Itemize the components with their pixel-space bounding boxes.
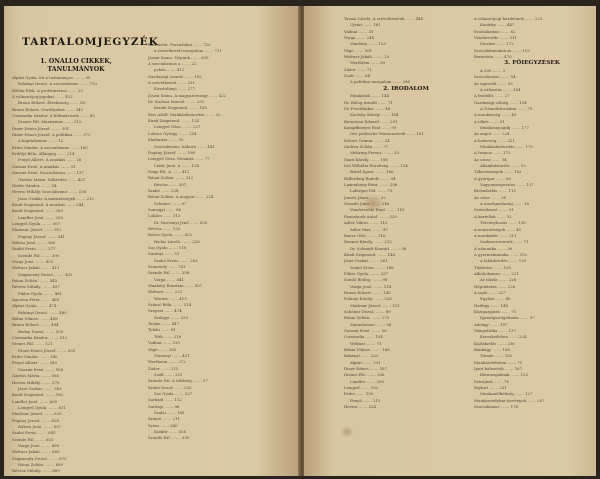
- toc-entry: Vagyonmegosztás ....... 137: [480, 182, 534, 188]
- toc-entry: Garami Ernő. Szocializmus ....... 137: [12, 170, 84, 176]
- toc-entry: Szociáldemokrácia ....... 119: [474, 47, 530, 53]
- toc-entry: Dr. Balog Arnold ....... 71: [344, 99, 393, 105]
- toc-entry: Szepesi ....... 474: [148, 308, 182, 314]
- toc-entry: Sas Gyula ....... 527: [154, 390, 193, 396]
- right-page: [304, 6, 596, 476]
- toc-entry: Csizmadia Sándor. A földművesek ....... 85: [12, 113, 95, 119]
- toc-entry: Diner-Dénes József. ....... 530: [18, 347, 76, 353]
- toc-entry: Az egyesült ....... 53: [474, 80, 513, 86]
- toc-entry: Surányi ....... 96: [148, 403, 180, 409]
- toc-entry: Rónai Zoltán. ....... 270: [344, 315, 390, 321]
- toc-entry: Szende Pál. ....... 651: [12, 436, 54, 442]
- toc-entry: Diner-Dénes ....... 187: [344, 366, 388, 372]
- toc-entry: Renner Károly. ....... 212: [344, 239, 392, 245]
- toc-entry: Jászai Samu. Népünk ....... 630: [148, 54, 209, 60]
- stain: [362, 194, 384, 212]
- toc-list: [474, 68, 590, 411]
- toc-entry: Munkásnyugdíj ....... 177: [480, 125, 529, 130]
- toc-entry: Mehring Ferenc. ....... 33: [350, 150, 400, 156]
- toc-entry: Braun Róbert. Osztályokra ....... 141: [12, 106, 84, 112]
- toc-entry: Révész ....... 120: [148, 225, 181, 231]
- toc-entry: Madzsar József. ....... 151: [350, 302, 400, 308]
- toc-entry: Erdei Sándor. A szocializmus ....... 160: [12, 144, 88, 150]
- toc-entry: Guesde Jules. ....... 248: [344, 201, 390, 207]
- toc-entry: Fenyő Albert. A munkás ....... 26: [18, 157, 82, 163]
- toc-entry: Sarkadi ....... 112: [148, 397, 182, 403]
- toc-entry: Sas Gyula ....... 118: [148, 245, 187, 250]
- toc-entry: Fenyő Albert. ....... 549: [12, 360, 58, 366]
- toc-entry: Tőkeviszonyok ....... 163: [474, 169, 522, 175]
- toc-entry: Szövetkezet ....... 91: [474, 207, 514, 213]
- toc-entry: Bokányi Dezső. ....... 480: [18, 309, 67, 315]
- toc-entry: Pannekoek Antal. ....... 220: [344, 213, 397, 219]
- toc-entry: Munkások ....... 144: [350, 93, 389, 99]
- toc-entry: Gárdos Mária. ....... 566: [12, 373, 59, 379]
- toc-entry: Kunfi Zsigmond. ....... 124: [148, 118, 199, 124]
- toc-entry: Adler Max. ....... 47: [350, 226, 388, 232]
- column-2: [148, 42, 288, 476]
- toc-entry: Ujvári ....... 161: [350, 22, 381, 28]
- left-page: [4, 6, 300, 476]
- toc-entry: A sajtó ....... 227: [474, 289, 507, 295]
- toc-entry: Lukács ....... 512: [148, 213, 181, 219]
- toc-entry: Adler Viktor. ....... 112: [344, 220, 388, 226]
- toc-entry: Rudas László. ....... 228: [154, 238, 200, 244]
- toc-entry: Weltner Jakab. ....... 25: [344, 54, 390, 60]
- toc-entry: Kunfi Zsigmond. ....... 144: [344, 251, 395, 257]
- toc-entry: Varga Jenő. ....... 402: [12, 258, 54, 264]
- column-1: [12, 58, 140, 476]
- toc-entry: Szabó Dezső ....... 250: [148, 384, 192, 390]
- toc-entry: Szabó Ervin. ....... 377: [12, 246, 56, 252]
- toc-entry: Madarász ....... 95: [148, 137, 184, 143]
- toc-list: [344, 16, 468, 86]
- toc-entry: Vámbéry ....... 125: [350, 41, 386, 47]
- toc-entry: Gödör Sándor. ....... 54: [12, 182, 57, 188]
- toc-entry: A választás ....... 184: [480, 86, 521, 92]
- toc-entry: Braun Róbert. ....... 145: [344, 289, 391, 295]
- toc-entry: Vámpolitika ....... 137: [474, 328, 516, 333]
- toc-entry: Robert Grimm. ....... 24: [344, 137, 390, 143]
- toc-entry: Szende Pál. ....... 530: [148, 435, 190, 441]
- toc-entry: Jászi Oszkár. ....... 261: [344, 258, 388, 264]
- toc-entry: Jaurès János. ....... 32: [344, 194, 386, 200]
- toc-entry: A politikai mozgalom ....... 280: [350, 79, 411, 85]
- toc-entry: Wertheim ....... 85: [350, 60, 386, 66]
- toc-entry: Dienes Pál. ....... 521: [12, 341, 53, 347]
- toc-entry: Surányi ....... 51: [148, 251, 180, 257]
- toc-entry: A szocializmus a ....... 22: [148, 61, 197, 67]
- toc-entry: Tarnai László. A szövetkezetek ....... 444: [344, 16, 424, 21]
- toc-entry: Zsigmondy Dezső. ....... 675: [12, 455, 67, 461]
- toc-entry: Zsigmondy Dezső. ....... 433: [18, 271, 73, 277]
- toc-entry: Rónai Zoltán. ....... 312: [148, 175, 194, 181]
- toc-entry: Garami Ernő. A munkás ....... 31: [12, 163, 76, 169]
- toc-entry: A Németbirodalmi ....... 75: [480, 105, 533, 111]
- toc-entry: Törvényhozás ....... 139: [480, 220, 526, 226]
- toc-entry: Weltner ....... 71: [350, 340, 382, 346]
- toc-entry: Szocializmus ....... 54: [474, 74, 516, 80]
- toc-entry: Varga Jenő. ....... 114: [350, 283, 392, 289]
- toc-entry: Somogyi ....... 66: [148, 206, 182, 212]
- book-spread: [4, 6, 596, 476]
- toc-entry: Államháztartás ....... 52: [480, 163, 526, 169]
- toc-entry: A nőmunka ....... 36: [474, 245, 513, 251]
- toc-entry: Teleki ....... 81: [148, 327, 176, 333]
- toc-entry: Vadnai ....... 310: [148, 340, 180, 346]
- toc-entry: Polányi Károly. ....... 226: [344, 296, 392, 302]
- toc-entry: Szabó Ervin. ....... 645: [12, 430, 56, 436]
- toc-entry: Lengyel Géza. ....... 227: [154, 124, 201, 130]
- toc-entry: Weltner Jakab. ....... 669: [12, 449, 60, 455]
- toc-entry: Wiener ....... 413: [154, 295, 187, 301]
- toc-entry: Adóügy ....... 157: [474, 321, 508, 327]
- toc-list: [474, 16, 590, 60]
- toc-entry: Kunfi Zsigmond. A munkás ....... 244: [12, 201, 84, 207]
- toc-entry: Luxemburg Róza. ....... 206: [344, 182, 398, 188]
- toc-entry: Zádor ....... 211: [148, 365, 179, 371]
- toc-entry: A gyermekmunka ....... 152: [474, 251, 528, 257]
- toc-entry: A szövetkezeti ....... 231: [148, 80, 195, 86]
- section-heading-1: 1. ÖNÁLLÓ CIKKEK,: [40, 58, 112, 65]
- toc-entry: Mannheimer ....... 98: [350, 321, 392, 327]
- toc-entry: Tőzsde ....... 162: [480, 353, 513, 359]
- toc-entry: Vandervelde ....... 311: [474, 35, 518, 41]
- toc-entry: Kende Zsigmond. ....... 165: [154, 105, 207, 111]
- toc-entry: Vámbéry Rusztem ....... 437: [148, 283, 203, 289]
- toc-entry: A 200 ....... 3: [480, 67, 506, 73]
- toc-entry: Kosztolányi ....... 277: [154, 86, 196, 92]
- toc-entry: A nemzetiségek ....... 41: [474, 226, 522, 232]
- toc-entry: Kiss Adolf. Munkásbiztosítás ....... 32: [148, 111, 221, 117]
- toc-entry: Népoktatás ....... 228: [474, 283, 516, 289]
- toc-entry: Varga ....... 244: [344, 35, 374, 41]
- toc-entry: Ipari balesetek ....... 167: [474, 366, 523, 372]
- toc-entry: Pogány József. ....... 198: [148, 149, 195, 155]
- toc-entry: Hadügy ....... 148: [474, 302, 508, 308]
- toc-entry: Dr. Kadosa Marcel. ....... 251: [148, 99, 205, 105]
- toc-entry: Schöner ....... 97: [154, 200, 187, 206]
- toc-entry: Bernstein ....... 470: [474, 54, 512, 60]
- toc-entry: Rónai Zoltán. A magyar ....... 224: [148, 194, 214, 200]
- toc-entry: Varga Jenő. ....... 660: [18, 442, 60, 448]
- toc-entry: Stocker ....... 172: [480, 41, 514, 47]
- toc-entry: Szántó Béla. ....... 514: [148, 302, 192, 308]
- toc-entry: Kautsky ....... 447: [480, 22, 515, 28]
- toc-entry: A feudális ....... 27: [474, 93, 510, 99]
- toc-list: [344, 93, 468, 410]
- toc-entry: Pikler Gyula. ....... 461: [18, 290, 63, 296]
- toc-entry: Marx Károly. ....... 188: [344, 156, 388, 162]
- toc-entry: A lakáskérdés ....... 129: [480, 258, 527, 264]
- toc-entry: Dr. Schmidt Konrád. ....... 58: [350, 245, 407, 251]
- toc-entry: Kereskedelem ....... 224: [480, 334, 527, 340]
- toc-entry: Lengyel Gyula. ....... 611: [18, 404, 67, 410]
- toc-entry: Alpári ....... 331: [350, 359, 381, 365]
- toc-entry: a szövetkezeti mozgalom ....... 721: [154, 48, 222, 54]
- toc-entry: Szász ....... 540: [148, 422, 178, 428]
- toc-entry: A francia ....... 173: [474, 150, 511, 156]
- toc-entry: Bokányi ....... 223: [344, 353, 379, 359]
- toc-entry: Bölöni Elek. A proletáriátus ....... 23: [12, 87, 83, 93]
- toc-entry: Erdei Sándor. ....... 540: [12, 354, 58, 360]
- section-heading-1b: TANULMÁNYOK: [47, 65, 105, 73]
- stain: [340, 426, 354, 438]
- toc-entry: Pogány József. ....... 341: [18, 233, 65, 239]
- toc-entry: Buday Dezső. ....... 500: [18, 328, 64, 334]
- toc-entry: Madzsar József. ....... 312: [12, 227, 62, 233]
- toc-entry: A tőkés ....... 91: [474, 118, 505, 124]
- toc-entry: Közlekedés ....... 236: [474, 340, 515, 346]
- toc-entry: Zádor ....... 71: [344, 66, 372, 72]
- toc-entry: Kunfi Zsigmond. ....... 592: [12, 392, 63, 398]
- toc-entry: Pikler Gyula. ....... 327: [344, 270, 389, 276]
- toc-entry: Rózsa Gyula. ....... 432: [148, 232, 193, 238]
- toc-entry: Az orosz ....... 34: [474, 156, 507, 162]
- toc-entry: Munkásbiztosítás ....... 172: [480, 144, 534, 150]
- toc-entry: Szilágyi ....... 330: [154, 314, 189, 320]
- toc-entry: Szekér ....... 558: [154, 428, 187, 434]
- toc-entry: Munkanélküliség ....... 127: [480, 391, 533, 397]
- toc-entry: A munkásság ....... 49: [474, 112, 517, 118]
- toc-entry: Szocializmus, háború ....... 441: [154, 143, 215, 149]
- toc-entry: Garami Ernő. ....... 558: [18, 366, 64, 372]
- toc-entry: Diner-Dénes József. A politikai ....... 372: [12, 132, 91, 138]
- toc-entry: Weltner ....... 223: [148, 289, 183, 295]
- toc-entry: Ágoston Péter. ....... 469: [12, 297, 60, 303]
- toc-entry: Varga ....... 641: [154, 276, 184, 282]
- toc-entry: Hilferding Rudolf. ....... 94: [344, 175, 396, 181]
- toc-entry: Illés Artúr. Forradalmi ....... 720: [148, 42, 211, 47]
- toc-entry: Bankügy ....... 188: [474, 347, 510, 353]
- toc-entry: Garami Ernő. ....... 56: [344, 328, 387, 333]
- toc-entry: Bojkott ....... 231: [474, 385, 507, 391]
- toc-entry: Alkoholizmus ....... 221: [474, 270, 519, 276]
- toc-entry: Landler Jenő. ....... 600: [12, 398, 58, 404]
- toc-entry: Somló Bódog. ....... 96: [344, 277, 388, 283]
- toc-entry: Kampffmeyer Paul ....... 93: [344, 125, 397, 130]
- toc-entry: Csizmadia ....... 104: [344, 334, 383, 340]
- toc-entry: Nagy Pál. A ....... 412: [148, 168, 190, 174]
- toc-entry: Az angol ....... 224: [474, 131, 510, 137]
- toc-entry: Sztrájkok ....... 74: [474, 378, 509, 384]
- toc-entry: Rákosi Jenő. ....... 637: [18, 423, 62, 429]
- toc-list: [12, 75, 140, 475]
- toc-entry: Vandervelde Emil. ....... 110: [350, 207, 405, 213]
- toc-entry: Schöner Dezső. ....... 89: [344, 308, 391, 314]
- toc-entry: Szakszervezetek ....... 71: [480, 239, 529, 245]
- toc-entry: Szende Pál. ....... 390: [18, 252, 60, 258]
- toc-entry: Gazdasági válság ....... 104: [474, 99, 527, 105]
- toc-entry: Erdélyi Béla. Államjog ....... 214: [12, 151, 75, 157]
- toc-entry: Fenyő ....... 215: [350, 397, 381, 403]
- toc-entry: Dienes Pál. Marxizmus ....... 212: [18, 119, 82, 125]
- toc-entry: Hevesi Mihály. ....... 575: [12, 379, 60, 385]
- toc-entry: A gyáripar ....... 69: [474, 175, 511, 181]
- section-heading-3: 3. FŐIEGYZÉSEK: [504, 60, 560, 67]
- toc-entry: Lukács György. ....... 214: [148, 130, 197, 136]
- toc-entry: Rákosi Jenő. ....... 366: [12, 239, 56, 245]
- toc-list: [148, 42, 288, 442]
- toc-entry: Pogány József. ....... 628: [12, 417, 59, 423]
- toc-entry: A választójogi küzdelmek ....... 221: [474, 16, 543, 21]
- toc-entry: Iris Wilhelm Herzberg. ....... 134: [344, 163, 408, 169]
- toc-entry: Szalai ....... 185: [154, 409, 185, 415]
- toc-entry: Bebel Ágost. ....... 166: [350, 169, 394, 175]
- toc-entry: Wertheim ....... 372: [148, 359, 186, 365]
- toc-entry: Az olasz ....... 38: [474, 194, 507, 200]
- toc-entry: Szocializmus ....... 176: [474, 404, 519, 410]
- toc-entry: Jászi Oszkár. A nemzetiségek ....... 212: [18, 195, 94, 201]
- toc-entry: Landler ....... 208: [350, 378, 384, 384]
- toc-entry: Dienes Pál. ....... 206: [344, 372, 385, 378]
- toc-entry: Révész ....... 501: [154, 181, 187, 187]
- toc-entry: Vágó ....... 361: [344, 47, 373, 53]
- page-title: TARTALOMJEGYZÉK: [22, 36, 159, 48]
- toc-entry: Böhm Vilmos. ....... 488: [12, 316, 58, 322]
- toc-entry: Kunfi Zsigmond. ....... 265: [12, 208, 63, 214]
- toc-entry: pohás ....... 412: [154, 67, 185, 73]
- toc-entry: Szabó Ervin. ....... 263: [154, 257, 198, 263]
- toc-entry: Lengyel Gyula. ....... 307: [12, 220, 61, 226]
- toc-entry: Gazdasági szemle ....... 182: [148, 73, 202, 79]
- toc-entry: Közigazgatás ....... 70: [474, 308, 517, 314]
- toc-entry: Szende Pál. ....... 258: [148, 270, 190, 276]
- toc-entry: Lengyel Géza. Mennier ....... 77: [148, 156, 210, 162]
- toc-entry: Szántó ....... 211: [148, 416, 181, 422]
- toc-entry: Andrea Zoltán ....... 77: [344, 144, 389, 150]
- toc-entry: Landler Jenő. ....... 280: [18, 214, 64, 220]
- toc-entry: Munkásvédelem ....... 71: [474, 359, 523, 365]
- toc-entry: Alpári Gyula. ....... 474: [12, 303, 57, 309]
- toc-entry: Az iskola ....... 226: [480, 277, 517, 283]
- toc-entry: Zsolt ....... 54: [344, 73, 370, 79]
- toc-entry: Jászai Samu. A magyarországi ....... 422: [148, 92, 227, 98]
- toc-entry: Szabó ....... 228: [148, 187, 179, 193]
- toc-entry: Lafargue Pál. ....... 73: [350, 188, 393, 194]
- toc-entry: Braun Róbert. ....... 494: [12, 322, 59, 328]
- toc-entry: A kartellek ....... 32: [474, 213, 512, 219]
- toc-entry: Hevesi ....... 224: [344, 404, 376, 410]
- toc-entry: A hadsereg ....... 221: [474, 137, 515, 143]
- toc-entry: Egyház ....... 40: [480, 296, 511, 302]
- toc-entry: Csizmadia Sándor. ....... 512: [12, 335, 68, 341]
- toc-entry: Vadnai ....... 31: [344, 28, 374, 34]
- section-heading-2: 2. IRODALOM: [383, 85, 429, 92]
- toc-entry: Szende Pál. A többség ....... 37: [148, 378, 208, 384]
- toc-entry: Zsolt ....... 321: [154, 371, 183, 377]
- toc-entry: Szabó Ervin. ....... 188: [350, 264, 394, 270]
- toc-entry: Der politische Massenstreik ....... 161: [350, 131, 424, 137]
- toc-entry: Bernstein Eduard ....... 291: [344, 118, 398, 124]
- toc-entry: Vágó ....... 265: [148, 346, 177, 352]
- toc-entry: Kivándorlás ....... 115: [474, 188, 516, 194]
- toc-entry: Révész Mihály. ....... 689: [12, 468, 60, 474]
- toc-entry: Lengyel ....... 182: [344, 385, 379, 391]
- toc-entry: Böhm Vilmos. ....... 166: [344, 347, 390, 353]
- toc-entry: Munkásvédelmi törvények ....... 207: [474, 397, 545, 403]
- toc-entry: Révész Mihály. ....... 457: [12, 284, 60, 290]
- toc-entry: Madzsar József. ....... 620: [12, 411, 62, 417]
- toc-entry: A választójog-jogokat ....... 422: [12, 94, 73, 100]
- toc-entry: A kapitalizmus ....... 12: [18, 138, 64, 144]
- toc-entry: Lázár Jenő. A ....... 134: [154, 162, 199, 168]
- toc-entry: Bérmozgalmak ....... 122: [480, 372, 529, 378]
- toc-entry: Erdei ....... 159: [344, 391, 374, 397]
- toc-entry: Bokányi Dezső. A szocializmus ....... 719: [18, 81, 97, 87]
- toc-entry: Bauer Ottó. ....... 316: [344, 232, 386, 238]
- toc-entry: Szamuely ....... 741: [148, 264, 186, 270]
- toc-entry: Gárdos Mária. Nőkérdés ....... 421: [18, 176, 86, 182]
- toc-entry: Jászi Oszkár. ....... 583: [18, 385, 62, 391]
- toc-entry: Tóth ....... 216: [154, 333, 182, 339]
- toc-entry: Alpári Gyula. Mi a tudományos ........ 95: [12, 75, 91, 80]
- toc-entry: Szocializmus ....... 62: [474, 28, 516, 34]
- toc-entry: Weltner Jakab. ....... 411: [12, 265, 60, 271]
- toc-entry: Diner-Dénes József. ....... 301: [12, 125, 70, 131]
- toc-entry: De Freethinker ....... 48: [344, 105, 391, 111]
- toc-entry: A munkabér ....... 211: [474, 232, 517, 238]
- toc-entry: Rónai Zoltán. ....... 445: [12, 278, 58, 283]
- toc-entry: Igazságszolgáltatás ....... 97: [480, 315, 535, 321]
- column-4: [474, 16, 590, 476]
- toc-entry: Rónai Zoltán. ....... 680: [18, 461, 64, 467]
- toc-entry: A mezőgazdaság ....... 18: [480, 201, 529, 207]
- toc-entry: Hevesi Mihály. Szocializmus ....... 156: [12, 189, 87, 195]
- toc-entry: Kautsky Károly ....... 184: [350, 112, 399, 118]
- toc-entry: Tüdővész ....... 105: [474, 264, 512, 270]
- toc-entry: Vázsonyi ....... 411: [154, 352, 190, 358]
- toc-entry: Dr. Rozványi Jenő ....... 625: [154, 219, 208, 225]
- toc-entry: Tarján ....... 447: [148, 321, 180, 327]
- column-3: [344, 16, 468, 476]
- toc-entry: Braun Róbert. Értelmiség ....... 38: [18, 100, 85, 106]
